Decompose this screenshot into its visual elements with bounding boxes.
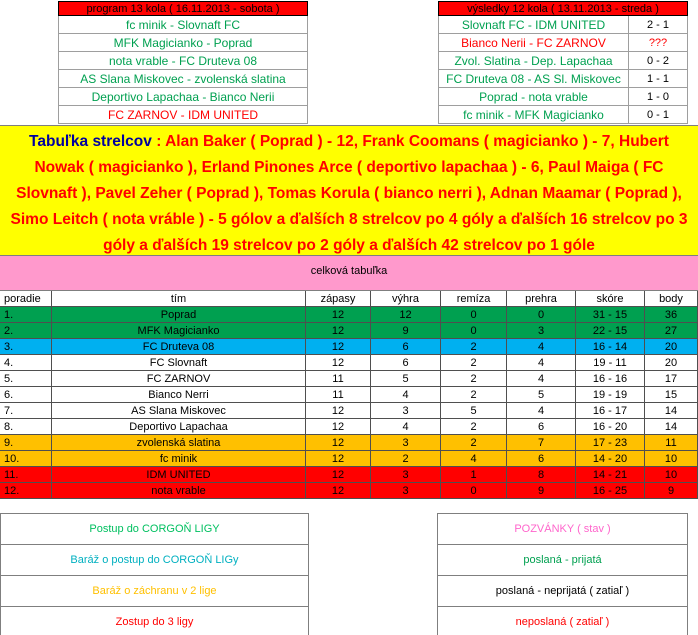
- col-position-cell: 3.: [0, 339, 52, 355]
- results-panel: [438, 1, 688, 124]
- col-won-cell: 4: [371, 387, 441, 403]
- program-match: AS Slana Miskovec - zvolenská slatina: [58, 70, 308, 87]
- col-position-cell: 11.: [0, 467, 52, 483]
- col-draw-cell: 2: [441, 355, 507, 371]
- col-score-cell: 16 - 17: [576, 403, 645, 419]
- col-draw-cell: 0: [441, 323, 507, 339]
- col-lost-cell: 3: [507, 323, 576, 339]
- col-draw-cell: 2: [441, 435, 507, 451]
- result-match: Poprad - nota vrable: [438, 88, 629, 105]
- legend-item: Baráž o záchranu v 2 lige: [0, 575, 309, 606]
- table-row: [0, 467, 698, 483]
- scorers-text: : Alan Baker ( Poprad ) - 12, Frank Coomans ( magicianko ) - 7, Hubert Nowak ( magicianko ), Erland Pinones Arce ( deportivo lapachaa ) - 6, Paul Maiga ( FC Slovnaft ), Pavel Zeher ( Poprad ), Tomas Korula ( bianco nerri ), Adnan Maamar ( Poprad ), Simo Leitch ( nota vráble ) - 5 gólov a ďalších 8 strelcov po 4 góly a ďalších 16 strelcov po 3 góly a ďalších 19 strelcov po 2 góly a ďalších 42 strelcov po 1 góle: [10, 133, 688, 254]
- result-row: [438, 88, 688, 106]
- col-score-cell: 22 - 15: [576, 323, 645, 339]
- legend-invitations: [437, 513, 688, 635]
- legend-item: poslaná - prijatá: [437, 544, 688, 575]
- program-panel: [58, 1, 308, 124]
- col-team-cell: nota vrable: [52, 483, 306, 499]
- col-played-cell: 12: [306, 355, 371, 371]
- result-row: [438, 106, 688, 124]
- col-played-cell: 12: [306, 339, 371, 355]
- col-team-cell: fc minik: [52, 451, 306, 467]
- program-match: fc minik - Slovnaft FC: [58, 16, 308, 33]
- col-score-cell: 19 - 11: [576, 355, 645, 371]
- table-row: [0, 355, 698, 371]
- col-draw-cell: 0: [441, 483, 507, 499]
- result-row: [438, 16, 688, 34]
- program-header: program 13 kola ( 16.11.2013 - sobota ): [58, 1, 308, 16]
- col-won-header: výhra: [371, 291, 441, 307]
- table-row: [0, 451, 698, 467]
- col-position-cell: 1.: [0, 307, 52, 323]
- col-lost-cell: 6: [507, 451, 576, 467]
- legend-item: Zostup do 3 ligy: [0, 606, 309, 635]
- col-points-cell: 36: [645, 307, 698, 323]
- col-score-cell: 31 - 15: [576, 307, 645, 323]
- col-points-cell: 27: [645, 323, 698, 339]
- scorers-label: Tabuľka strelcov: [29, 133, 152, 150]
- col-draw-cell: 2: [441, 371, 507, 387]
- col-draw-cell: 2: [441, 387, 507, 403]
- legend-item: Postup do CORGOŇ LIGY: [0, 513, 309, 544]
- col-lost-cell: 7: [507, 435, 576, 451]
- col-score-header: skóre: [576, 291, 645, 307]
- result-score: 1 - 0: [629, 88, 688, 105]
- col-points-cell: 20: [645, 339, 698, 355]
- col-played-cell: 12: [306, 483, 371, 499]
- col-played-cell: 12: [306, 467, 371, 483]
- result-match: fc minik - MFK Magicianko: [438, 106, 629, 123]
- col-played-header: zápasy: [306, 291, 371, 307]
- col-won-cell: 12: [371, 307, 441, 323]
- legend-item: neposlaná ( zatiaľ ): [437, 606, 688, 635]
- standings-table: [0, 291, 698, 499]
- col-score-cell: 16 - 20: [576, 419, 645, 435]
- table-row: [0, 403, 698, 419]
- result-row: [438, 34, 688, 52]
- col-score-cell: 14 - 21: [576, 467, 645, 483]
- col-score-cell: 14 - 20: [576, 451, 645, 467]
- col-lost-header: prehra: [507, 291, 576, 307]
- col-position-cell: 4.: [0, 355, 52, 371]
- table-row: [0, 419, 698, 435]
- result-score: 2 - 1: [629, 16, 688, 33]
- col-team-cell: zvolenská slatina: [52, 435, 306, 451]
- legend-item: Baráž o postup do CORGOŇ LIGy: [0, 544, 309, 575]
- col-points-cell: 9: [645, 483, 698, 499]
- col-score-cell: 17 - 23: [576, 435, 645, 451]
- col-lost-cell: 4: [507, 355, 576, 371]
- program-match: Deportivo Lapachaa - Bianco Nerii: [58, 88, 308, 105]
- col-score-cell: 16 - 16: [576, 371, 645, 387]
- table-row: [0, 339, 698, 355]
- program-match: nota vrable - FC Druteva 08: [58, 52, 308, 69]
- col-played-cell: 12: [306, 307, 371, 323]
- scorers-box: [0, 125, 698, 256]
- col-won-cell: 3: [371, 435, 441, 451]
- col-points-header: body: [645, 291, 698, 307]
- col-played-cell: 12: [306, 403, 371, 419]
- col-won-cell: 2: [371, 451, 441, 467]
- col-team-header: tím: [52, 291, 306, 307]
- result-score: ???: [629, 34, 688, 51]
- program-match-row: [58, 70, 308, 88]
- col-score-cell: 16 - 14: [576, 339, 645, 355]
- result-match: Slovnaft FC - IDM UNITED: [438, 16, 629, 33]
- col-draw-header: remíza: [441, 291, 507, 307]
- col-won-cell: 6: [371, 339, 441, 355]
- fixtures-section: [0, 0, 698, 125]
- col-draw-cell: 5: [441, 403, 507, 419]
- col-team-cell: FC ZARNOV: [52, 371, 306, 387]
- program-match-row: [58, 52, 308, 70]
- col-position-cell: 9.: [0, 435, 52, 451]
- standings-header-row: [0, 291, 698, 307]
- col-won-cell: 9: [371, 323, 441, 339]
- col-team-cell: AS Slana Miskovec: [52, 403, 306, 419]
- col-played-cell: 12: [306, 451, 371, 467]
- result-score: 1 - 1: [629, 70, 688, 87]
- result-match: FC Druteva 08 - AS Sl. Miskovec: [438, 70, 629, 87]
- col-won-cell: 3: [371, 467, 441, 483]
- col-lost-cell: 0: [507, 307, 576, 323]
- results-header: výsledky 12 kola ( 13.11.2013 - streda ): [438, 1, 688, 16]
- col-lost-cell: 8: [507, 467, 576, 483]
- col-lost-cell: 4: [507, 371, 576, 387]
- standings-title: celková tabuľka: [0, 256, 698, 291]
- result-score: 0 - 1: [629, 106, 688, 123]
- program-match: FC ZARNOV - IDM UNITED: [58, 106, 308, 123]
- result-match: Zvol. Slatina - Dep. Lapachaa: [438, 52, 629, 69]
- col-team-cell: MFK Magicianko: [52, 323, 306, 339]
- col-played-cell: 12: [306, 435, 371, 451]
- col-position-cell: 10.: [0, 451, 52, 467]
- col-draw-cell: 2: [441, 339, 507, 355]
- col-lost-cell: 4: [507, 403, 576, 419]
- program-match-row: [58, 16, 308, 34]
- result-score: 0 - 2: [629, 52, 688, 69]
- result-match: Bianco Nerii - FC ZARNOV: [438, 34, 629, 51]
- col-points-cell: 10: [645, 467, 698, 483]
- col-team-cell: Poprad: [52, 307, 306, 323]
- table-row: [0, 323, 698, 339]
- col-score-cell: 16 - 25: [576, 483, 645, 499]
- col-points-cell: 11: [645, 435, 698, 451]
- col-points-cell: 17: [645, 371, 698, 387]
- table-row: [0, 387, 698, 403]
- col-played-cell: 11: [306, 387, 371, 403]
- program-match-row: [58, 106, 308, 124]
- table-row: [0, 307, 698, 323]
- col-draw-cell: 1: [441, 467, 507, 483]
- col-points-cell: 10: [645, 451, 698, 467]
- col-played-cell: 11: [306, 371, 371, 387]
- col-points-cell: 20: [645, 355, 698, 371]
- col-score-cell: 19 - 19: [576, 387, 645, 403]
- table-row: [0, 435, 698, 451]
- col-won-cell: 3: [371, 483, 441, 499]
- legend-item: POZVÁNKY ( stav ): [437, 513, 688, 544]
- col-lost-cell: 9: [507, 483, 576, 499]
- col-draw-cell: 4: [441, 451, 507, 467]
- col-lost-cell: 5: [507, 387, 576, 403]
- col-position-header: poradie: [0, 291, 52, 307]
- program-match: MFK Magicianko - Poprad: [58, 34, 308, 51]
- table-row: [0, 483, 698, 499]
- legend-zones: [0, 513, 309, 635]
- col-position-cell: 7.: [0, 403, 52, 419]
- col-points-cell: 15: [645, 387, 698, 403]
- col-position-cell: 2.: [0, 323, 52, 339]
- col-team-cell: FC Druteva 08: [52, 339, 306, 355]
- col-lost-cell: 6: [507, 419, 576, 435]
- legend-section: [0, 510, 698, 635]
- col-position-cell: 5.: [0, 371, 52, 387]
- col-position-cell: 12.: [0, 483, 52, 499]
- col-points-cell: 14: [645, 419, 698, 435]
- col-won-cell: 5: [371, 371, 441, 387]
- col-team-cell: FC Slovnaft: [52, 355, 306, 371]
- program-match-row: [58, 34, 308, 52]
- col-points-cell: 14: [645, 403, 698, 419]
- table-row: [0, 371, 698, 387]
- col-played-cell: 12: [306, 323, 371, 339]
- result-row: [438, 52, 688, 70]
- col-position-cell: 8.: [0, 419, 52, 435]
- col-draw-cell: 0: [441, 307, 507, 323]
- col-won-cell: 3: [371, 403, 441, 419]
- legend-item: poslaná - neprijatá ( zatiaľ ): [437, 575, 688, 606]
- program-match-row: [58, 88, 308, 106]
- col-lost-cell: 4: [507, 339, 576, 355]
- col-position-cell: 6.: [0, 387, 52, 403]
- col-team-cell: IDM UNITED: [52, 467, 306, 483]
- result-row: [438, 70, 688, 88]
- col-won-cell: 6: [371, 355, 441, 371]
- col-won-cell: 4: [371, 419, 441, 435]
- col-draw-cell: 2: [441, 419, 507, 435]
- col-played-cell: 12: [306, 419, 371, 435]
- col-team-cell: Deportivo Lapachaa: [52, 419, 306, 435]
- col-team-cell: Bianco Nerri: [52, 387, 306, 403]
